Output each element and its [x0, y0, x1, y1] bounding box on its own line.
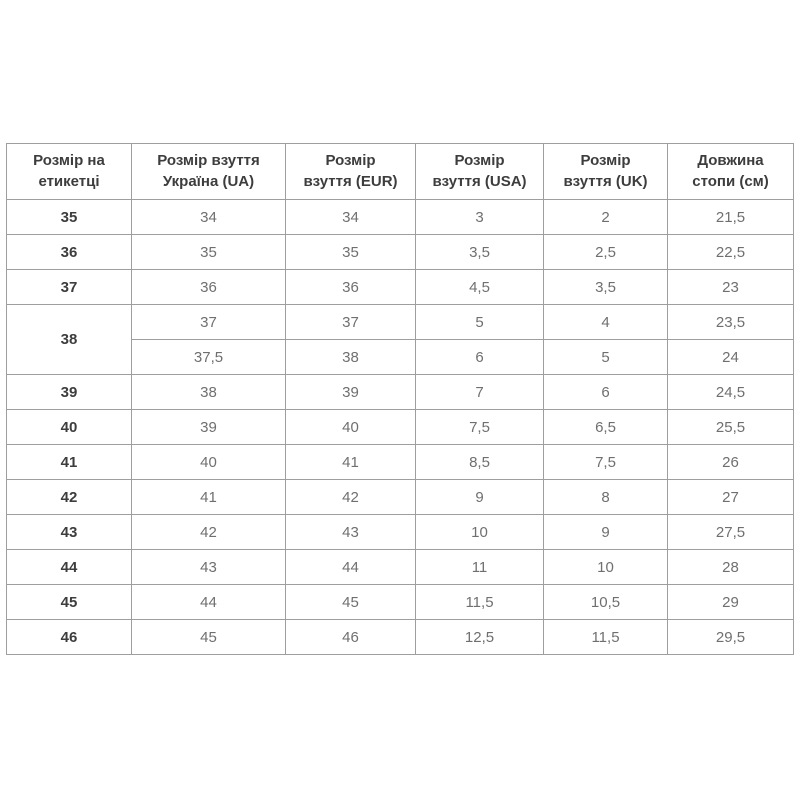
- cell-cm: 21,5: [668, 200, 794, 235]
- header-line: етикетці: [38, 172, 100, 190]
- cell-eur: 44: [286, 550, 416, 585]
- header-size-on-label: [7, 144, 132, 200]
- cell-usa: 3,5: [416, 235, 544, 270]
- table-row: [7, 375, 794, 410]
- cell-cm: 27,5: [668, 515, 794, 550]
- cell-usa: 11,5: [416, 585, 544, 620]
- cell-uk: 5: [544, 340, 668, 375]
- cell-cm: 24: [668, 340, 794, 375]
- cell-eur: 39: [286, 375, 416, 410]
- size-label-cell: 39: [7, 375, 132, 410]
- cell-ua: 42: [132, 515, 286, 550]
- cell-usa: 5: [416, 305, 544, 340]
- size-label-cell: 45: [7, 585, 132, 620]
- cell-cm: 23,5: [668, 305, 794, 340]
- cell-uk: 2: [544, 200, 668, 235]
- cell-uk: 9: [544, 515, 668, 550]
- header-line: Розмір взуття: [157, 152, 260, 170]
- table-row: [7, 480, 794, 515]
- table-row: [7, 585, 794, 620]
- cell-ua: 36: [132, 270, 286, 305]
- size-label-cell: 44: [7, 550, 132, 585]
- header-foot-length-cm: [668, 144, 794, 200]
- size-label-cell: 46: [7, 620, 132, 655]
- cell-usa: 9: [416, 480, 544, 515]
- table-row: [7, 305, 794, 340]
- cell-eur: 34: [286, 200, 416, 235]
- table-row: [7, 550, 794, 585]
- size-label-cell: 43: [7, 515, 132, 550]
- size-label-cell: 40: [7, 410, 132, 445]
- cell-cm: 29: [668, 585, 794, 620]
- cell-cm: 29,5: [668, 620, 794, 655]
- cell-usa: 12,5: [416, 620, 544, 655]
- cell-usa: 6: [416, 340, 544, 375]
- cell-usa: 11: [416, 550, 544, 585]
- cell-ua: 34: [132, 200, 286, 235]
- cell-eur: 38: [286, 340, 416, 375]
- cell-uk: 6: [544, 375, 668, 410]
- cell-ua: 37: [132, 305, 286, 340]
- header-size-uk: [544, 144, 668, 200]
- cell-ua: 37,5: [132, 340, 286, 375]
- cell-usa: 8,5: [416, 445, 544, 480]
- cell-cm: 25,5: [668, 410, 794, 445]
- cell-cm: 24,5: [668, 375, 794, 410]
- cell-eur: 36: [286, 270, 416, 305]
- header-line: взуття (EUR): [303, 172, 398, 190]
- cell-usa: 7,5: [416, 410, 544, 445]
- cell-eur: 41: [286, 445, 416, 480]
- header-row: [7, 144, 794, 200]
- table-row: [7, 515, 794, 550]
- cell-ua: 41: [132, 480, 286, 515]
- header-line: Розмір: [454, 152, 505, 170]
- cell-ua: 43: [132, 550, 286, 585]
- cell-uk: 7,5: [544, 445, 668, 480]
- cell-usa: 3: [416, 200, 544, 235]
- table-row: [7, 200, 794, 235]
- header-line: Розмір: [325, 152, 376, 170]
- table-row: [7, 620, 794, 655]
- header-line: стопи (см): [692, 172, 769, 190]
- size-label-cell: 42: [7, 480, 132, 515]
- cell-uk: 3,5: [544, 270, 668, 305]
- header-line: Розмір на: [33, 152, 105, 170]
- cell-ua: 35: [132, 235, 286, 270]
- cell-uk: 2,5: [544, 235, 668, 270]
- cell-ua: 39: [132, 410, 286, 445]
- cell-cm: 26: [668, 445, 794, 480]
- cell-uk: 10,5: [544, 585, 668, 620]
- size-label-cell: 38: [7, 305, 132, 375]
- cell-cm: 23: [668, 270, 794, 305]
- cell-eur: 35: [286, 235, 416, 270]
- header-size-eur: [286, 144, 416, 200]
- cell-eur: 40: [286, 410, 416, 445]
- size-conversion-table: [6, 143, 794, 655]
- header-line: Україна (UA): [162, 172, 255, 190]
- cell-uk: 8: [544, 480, 668, 515]
- header-line: Розмір: [580, 152, 631, 170]
- header-line: Довжина: [697, 152, 764, 170]
- cell-uk: 4: [544, 305, 668, 340]
- cell-ua: 40: [132, 445, 286, 480]
- table-row: [7, 270, 794, 305]
- cell-usa: 10: [416, 515, 544, 550]
- cell-usa: 4,5: [416, 270, 544, 305]
- size-label-cell: 41: [7, 445, 132, 480]
- cell-cm: 28: [668, 550, 794, 585]
- cell-eur: 42: [286, 480, 416, 515]
- cell-uk: 11,5: [544, 620, 668, 655]
- cell-ua: 38: [132, 375, 286, 410]
- header-line: взуття (UK): [563, 172, 648, 190]
- cell-ua: 45: [132, 620, 286, 655]
- cell-eur: 45: [286, 585, 416, 620]
- size-label-cell: 36: [7, 235, 132, 270]
- cell-usa: 7: [416, 375, 544, 410]
- size-label-cell: 35: [7, 200, 132, 235]
- header-size-usa: [416, 144, 544, 200]
- cell-uk: 10: [544, 550, 668, 585]
- header-line: взуття (USA): [432, 172, 527, 190]
- cell-eur: 43: [286, 515, 416, 550]
- header-size-ua: [132, 144, 286, 200]
- table-row: [7, 235, 794, 270]
- cell-cm: 22,5: [668, 235, 794, 270]
- cell-uk: 6,5: [544, 410, 668, 445]
- cell-eur: 46: [286, 620, 416, 655]
- table-row: [7, 445, 794, 480]
- cell-cm: 27: [668, 480, 794, 515]
- cell-ua: 44: [132, 585, 286, 620]
- table-row: [7, 410, 794, 445]
- size-label-cell: 37: [7, 270, 132, 305]
- cell-eur: 37: [286, 305, 416, 340]
